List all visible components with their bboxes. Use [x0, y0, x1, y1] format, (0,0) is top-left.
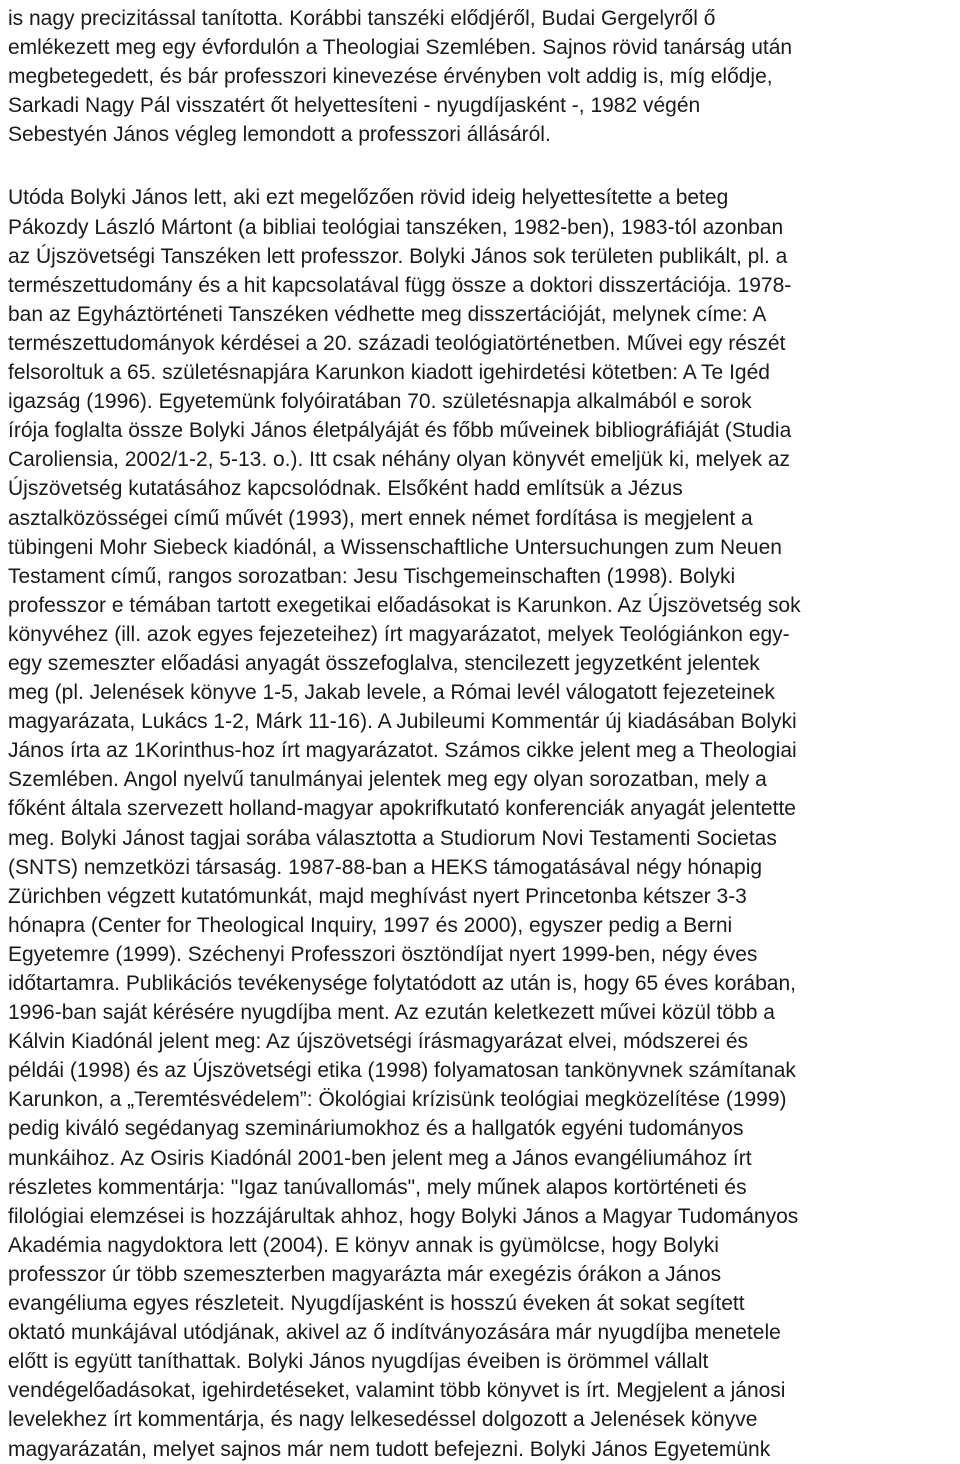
- text-line: meg. Bolyki Jánost tagjai sorába választotta a Studiorum Novi Testamenti Societas: [8, 826, 777, 850]
- text-line: János írta az 1Korinthus-hoz írt magyarázatot. Számos cikke jelent meg a Theologiai: [8, 739, 797, 763]
- text-line: Utóda Bolyki János lett, aki ezt megelőzően rövid ideig helyettesítette a beteg: [8, 186, 729, 210]
- text-line: hónapra (Center for Theological Inquiry, 1997 és 2000), egyszer pedig a Berni: [8, 913, 733, 937]
- text-line: meg (pl. Jelenések könyve 1-5, Jakab levele, a Római levél válogatott fejezeteinek: [8, 681, 775, 705]
- text-line: evangéliuma egyes részleteit. Nyugdíjasként is hosszú éveken át sokat segített: [8, 1292, 745, 1316]
- text-line: Sarkadi Nagy Pál visszatért őt helyettesíteni - nyugdíjasként -, 1982 végén: [8, 94, 701, 118]
- text-line: megbetegedett, és bár professzori kinevezése érvényben volt addig is, míg elődje,: [8, 65, 773, 89]
- text-line: részletes kommentárja: "Igaz tanúvallomás", mely műnek alapos kortörténeti és: [8, 1175, 747, 1199]
- paragraph: [8, 183, 952, 1463]
- text-line: Akadémia nagydoktora lett (2004). E könyv annak is gyümölcse, hogy Bolyki: [8, 1233, 719, 1257]
- document-page: [8, 0, 952, 1464]
- text-line: az Újszövetségi Tanszéken lett professzor. Bolyki János sok területen publikált, pl. a: [8, 244, 788, 268]
- text-line: főként általa szervezett holland-magyar apokrifkutató konferenciák anyagát jelentette: [8, 797, 796, 821]
- text-line: természettudomány és a hit kapcsolatával függ össze a doktori disszertációja. 1978-: [8, 273, 792, 297]
- text-line: felsoroltuk a 65. születésnapjára Karunkon kiadott igehirdetési kötetben: A Te Igéd: [8, 361, 770, 385]
- text-line: Pákozdy László Mártont (a bibliai teológiai tanszéken, 1982-ben), 1983-tól azonban: [8, 215, 784, 239]
- text-line: példái (1998) és az Újszövetségi etika (1998) folyamatosan tankönyvnek számítanak: [8, 1059, 796, 1083]
- text-line: írója foglalta össze Bolyki János életpályáját és főbb műveinek bibliográfiáját (Studia: [8, 419, 792, 443]
- text-line: Karunkon, a „Teremtésvédelem”: Ökológiai krízisünk teológiai megközelítése (1999): [8, 1088, 787, 1112]
- text-line: professzor e témában tartott exegetikai előadásokat is Karunkon. Az Újszövetség sok: [8, 593, 801, 617]
- text-line: pedig kiváló segédanyag szemináriumokhoz és a hallgatók egyéni tudományos: [8, 1117, 744, 1141]
- text-line: Szemlében. Angol nyelvű tanulmányai jelentek meg egy olyan sorozatban, mely a: [8, 768, 767, 792]
- text-line: vendégelőadásokat, igehirdetéseket, valamint több könyvet is írt. Megjelent a jánosi: [8, 1379, 786, 1403]
- text-line: munkáihoz. Az Osiris Kiadónál 2001-ben jelent meg a János evangéliumához írt: [8, 1146, 752, 1170]
- text-line: Kálvin Kiadónál jelent meg: Az újszövetségi írásmagyarázat elvei, módszerei és: [8, 1030, 749, 1054]
- text-line: könyvéhez (ill. azok egyes fejezeteihez) írt magyarázatot, melyek Teológiánkon egy-: [8, 622, 790, 646]
- text-line: magyarázatán, melyet sajnos már nem tudott befejezni. Bolyki János Egyetemünk: [8, 1437, 771, 1461]
- text-line: tübingeni Mohr Siebeck kiadónál, a Wissenschaftliche Untersuchungen zum Neuen: [8, 535, 782, 559]
- text-line: Testament című, rangos sorozatban: Jesu Tischgemeinschaften (1998). Bolyki: [8, 564, 736, 588]
- text-line: emlékezett meg egy évfordulón a Theologiai Szemlében. Sajnos rövid tanárság után: [8, 36, 793, 60]
- paragraph: [8, 4, 952, 149]
- text-line: Újszövetség kutatásához kapcsolódnak. Elsőként hadd említsük a Jézus: [8, 477, 683, 501]
- text-line: filológiai elemzései is hozzájárultak ahhoz, hogy Bolyki János a Magyar Tudományos: [8, 1204, 799, 1228]
- text-line: ban az Egyháztörténeti Tanszéken védhette meg disszertációját, melynek címe: A: [8, 302, 767, 326]
- text-line: oktató munkájával utódjának, akivel az ő indítványozására már nyugdíjba menetele: [8, 1321, 781, 1345]
- text-line: Caroliensia, 2002/1-2, 5-13. o.). Itt csak néhány olyan könyvét emeljük ki, melyek az: [8, 448, 791, 472]
- text-line: igazság (1996). Egyetemünk folyóiratában 70. születésnapja alkalmából e sorok: [8, 390, 752, 414]
- text-line: professzor úr több szemeszterben magyarázta már exegézis órákon a János: [8, 1262, 722, 1286]
- text-line: egy szemeszter előadási anyagát összefoglalva, stencilezett jegyzetként jelentek: [8, 651, 760, 675]
- text-line: Egyetemre (1999). Széchenyi Professzori ösztöndíjat nyert 1999-ben, négy éves: [8, 942, 758, 966]
- text-line: 1996-ban saját kérésére nyugdíjba ment. Az ezután keletkezett művei közül több a: [8, 1001, 775, 1025]
- text-line: levelekhez írt kommentárja, és nagy lelkesedéssel dolgozott a Jelenések könyve: [8, 1408, 758, 1432]
- text-line: is nagy precizitással tanította. Korábbi tanszéki elődjéről, Budai Gergelyről ő: [8, 7, 716, 30]
- text-line: magyarázata, Lukács 1-2, Márk 11-16). A Jubileumi Kommentár új kiadásában Bolyki: [8, 710, 797, 734]
- text-line: asztalközösségei című művét (1993), mert ennek német fordítása is megjelent a: [8, 506, 753, 530]
- text-line: előtt is együtt taníthattak. Bolyki János nyugdíjas éveiben is örömmel vállalt: [8, 1350, 709, 1374]
- text-line: természettudományok kérdései a 20. századi teológiatörténetben. Művei egy részét: [8, 331, 786, 355]
- text-line: Sebestyén János végleg lemondott a professzori állásáról.: [8, 123, 551, 147]
- text-line: Zürichben végzett kutatómunkát, majd meghívást nyert Princetonba kétszer 3-3: [8, 884, 747, 908]
- text-line: időtartamra. Publikációs tevékenysége folytatódott az után is, hogy 65 éves korában,: [8, 972, 796, 995]
- text-line: (SNTS) nemzetközi társaság. 1987-88-ban a HEKS támogatásával négy hónapig: [8, 855, 763, 879]
